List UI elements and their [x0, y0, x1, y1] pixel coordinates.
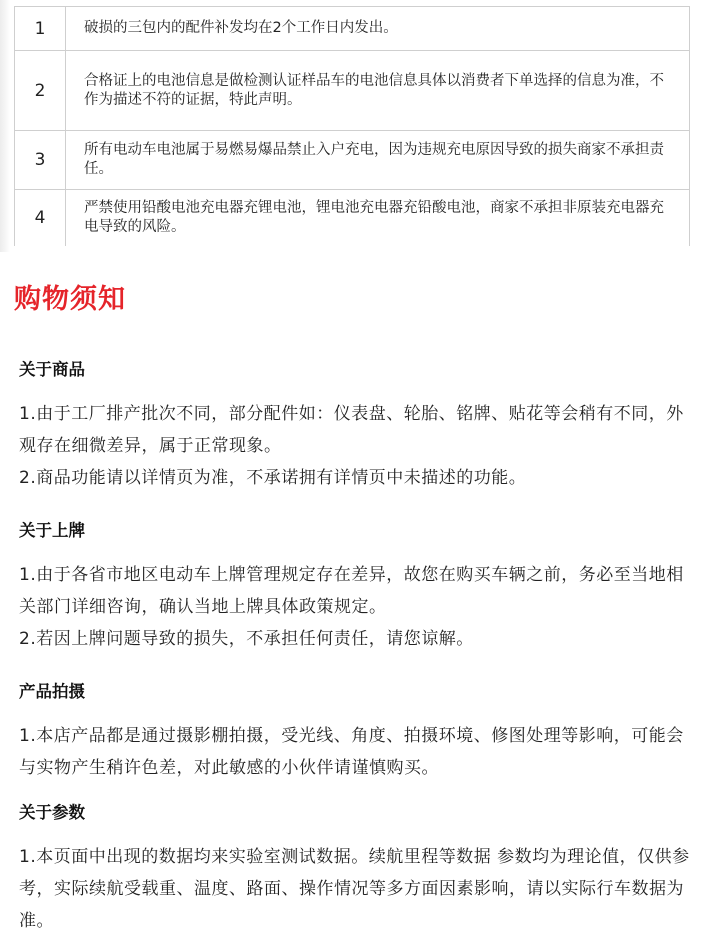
left-edge-shade — [0, 0, 10, 252]
section-line: 2.若因上牌问题导致的损失，不承担任何责任，请您谅解。 — [19, 629, 474, 649]
section-line: 2.商品功能请以详情页为准，不承诺拥有详情页中未描述的功能。 — [19, 468, 527, 488]
section-heading: 关于参数 — [19, 803, 85, 822]
row-number: 3 — [15, 131, 66, 190]
section-line: 1.由于各省市地区电动车上牌管理规定存在差异，故您在购买车辆之前，务必至当地相关部门详细咨询，确认当地上牌具体政策规定。 — [19, 565, 684, 617]
section-product — [19, 356, 699, 494]
section-photography — [19, 678, 699, 784]
section-body — [19, 720, 699, 784]
notes-table — [14, 6, 690, 246]
row-number: 1 — [15, 7, 66, 51]
section-body — [19, 841, 699, 937]
notice-title: 购物须知 — [14, 284, 126, 315]
section-line: 1.由于工厂排产批次不同，部分配件如：仪表盘、轮胎、铭牌、贴花等会稍有不同，外观存在细微差异，属于正常现象。 — [19, 404, 684, 456]
section-body — [19, 398, 699, 494]
section-heading: 关于上牌 — [19, 521, 85, 540]
row-text: 所有电动车电池属于易燃易爆品禁止入户充电，因为违规充电原因导致的损失商家不承担责任。 — [66, 131, 690, 190]
table-row — [15, 131, 690, 190]
table-row — [15, 190, 690, 246]
row-number: 2 — [15, 51, 66, 131]
section-heading: 关于商品 — [19, 360, 85, 379]
section-line: 1.本店产品都是通过摄影棚拍摄，受光线、角度、拍摄环境、修图处理等影响，可能会与实物产生稍许色差，对此敏感的小伙伴请谨慎购买。 — [19, 726, 684, 778]
section-registration — [19, 517, 699, 655]
row-text: 严禁使用铅酸电池充电器充锂电池，锂电池充电器充铅酸电池，商家不承担非原装充电器充电导致的风险。 — [66, 190, 690, 246]
section-line: 1.本页面中出现的数据均来实验室测试数据。续航里程等数据 参数均为理论值，仅供参考，实际续航受载重、温度、路面、操作情况等多方面因素影响，请以实际行车数据为准。 — [19, 847, 690, 931]
section-body — [19, 559, 699, 655]
table-row — [15, 7, 690, 51]
section-heading: 产品拍摄 — [19, 682, 85, 701]
table-row — [15, 51, 690, 131]
row-text: 破损的三包内的配件补发均在2个工作日内发出。 — [66, 7, 690, 51]
row-text: 合格证上的电池信息是做检测认证样品车的电池信息具体以消费者下单选择的信息为准，不作为描述不符的证据，特此声明。 — [66, 51, 690, 131]
row-number: 4 — [15, 190, 66, 246]
section-parameters — [19, 799, 699, 937]
